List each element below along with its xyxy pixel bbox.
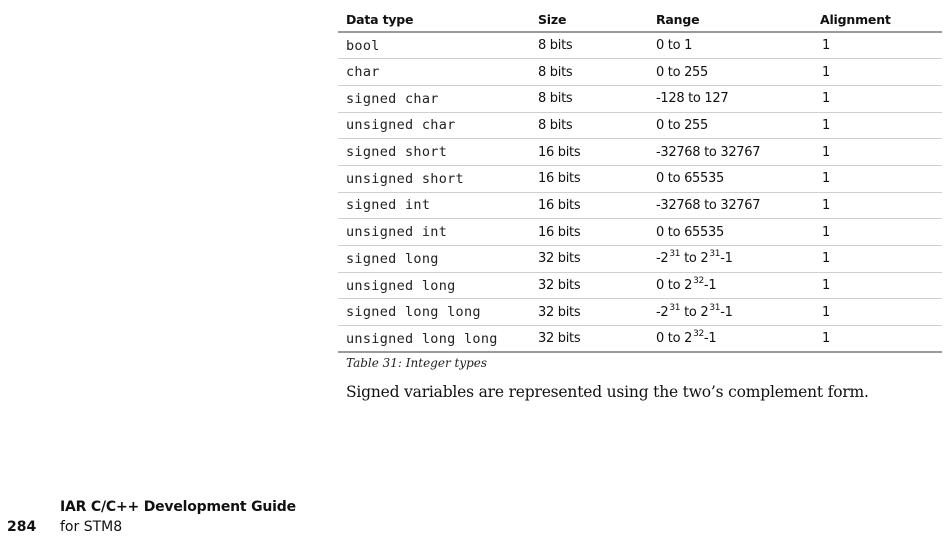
range-exponent: 32 bbox=[693, 276, 704, 287]
cell-size: 32 bits bbox=[538, 251, 581, 267]
header-range: Range bbox=[656, 11, 700, 27]
table-row bbox=[338, 112, 942, 139]
cell-range: 0 to 1 bbox=[656, 38, 693, 54]
cell-alignment: 1 bbox=[822, 197, 830, 213]
cell-range bbox=[648, 299, 812, 326]
range-exponent: 31 bbox=[709, 302, 721, 313]
range-part: -2 bbox=[656, 251, 669, 267]
cell-data-type: unsigned int bbox=[346, 224, 448, 241]
table-header-row bbox=[338, 7, 942, 32]
cell-data-type: unsigned char bbox=[346, 117, 456, 134]
cell-range: 0 to 65535 bbox=[656, 224, 724, 240]
cell-alignment: 1 bbox=[822, 171, 830, 187]
cell-size: 16 bits bbox=[538, 197, 581, 213]
cell-size: 16 bits bbox=[538, 144, 581, 160]
range-exponent: 31 bbox=[669, 249, 681, 260]
range-part: -1 bbox=[703, 331, 717, 347]
range-exponent: 32 bbox=[693, 329, 704, 340]
table-row bbox=[338, 32, 942, 59]
table-row bbox=[338, 219, 942, 246]
range-part: 0 to 2 bbox=[656, 278, 693, 294]
table-caption: Table 31: Integer types bbox=[346, 356, 488, 370]
cell-range: 0 to 255 bbox=[656, 117, 708, 133]
range-part: 0 to 2 bbox=[656, 331, 693, 347]
footer-book-subtitle: for STM8 bbox=[60, 519, 123, 535]
cell-size: 8 bits bbox=[538, 64, 573, 80]
range-exponent: 31 bbox=[669, 302, 681, 313]
table-row bbox=[338, 326, 942, 353]
cell-data-type: signed long long bbox=[346, 304, 481, 321]
footer-page-number: 284 bbox=[7, 519, 37, 535]
cell-size: 16 bits bbox=[538, 171, 581, 187]
cell-size: 32 bits bbox=[538, 331, 581, 347]
cell-size: 8 bits bbox=[538, 117, 573, 133]
cell-size: 32 bits bbox=[538, 304, 581, 320]
cell-range: -32768 to 32767 bbox=[656, 144, 761, 160]
cell-alignment: 1 bbox=[822, 251, 830, 267]
range-part: -2 bbox=[656, 304, 669, 320]
table-row bbox=[338, 299, 942, 326]
cell-size: 8 bits bbox=[538, 38, 573, 54]
cell-alignment: 1 bbox=[822, 278, 830, 294]
cell-range: -128 to 127 bbox=[656, 91, 729, 107]
cell-data-type: unsigned short bbox=[346, 170, 464, 187]
range-exponent: 31 bbox=[709, 249, 721, 260]
range-part: -1 bbox=[703, 278, 717, 294]
range-part: -1 bbox=[720, 251, 733, 267]
cell-data-type: unsigned long long bbox=[346, 330, 498, 347]
table-row bbox=[338, 246, 942, 273]
table-row bbox=[338, 165, 942, 192]
table-row bbox=[338, 139, 942, 166]
table-row bbox=[338, 59, 942, 86]
table-row bbox=[338, 85, 942, 112]
cell-range: 0 to 65535 bbox=[656, 171, 724, 187]
cell-data-type: signed char bbox=[346, 90, 439, 107]
cell-range: 0 to 255 bbox=[656, 64, 708, 80]
integer-types-table-container bbox=[338, 7, 942, 353]
cell-range bbox=[648, 246, 812, 273]
cell-data-type: signed int bbox=[346, 197, 431, 214]
header-size: Size bbox=[538, 11, 567, 27]
cell-data-type: bool bbox=[346, 37, 380, 54]
cell-data-type: char bbox=[346, 64, 380, 81]
cell-alignment: 1 bbox=[822, 38, 830, 54]
header-data-type: Data type bbox=[346, 11, 414, 27]
cell-size: 16 bits bbox=[538, 224, 581, 240]
cell-range bbox=[648, 326, 812, 353]
integer-types-table bbox=[338, 7, 942, 353]
footer-book-title: IAR C/C++ Development Guide bbox=[60, 499, 296, 515]
cell-alignment: 1 bbox=[822, 331, 830, 347]
cell-size: 32 bits bbox=[538, 278, 581, 294]
table-row bbox=[338, 272, 942, 299]
cell-alignment: 1 bbox=[822, 304, 830, 320]
cell-data-type: signed long bbox=[346, 250, 439, 267]
range-part: to 2 bbox=[680, 304, 709, 320]
cell-range bbox=[648, 272, 812, 299]
cell-range: -32768 to 32767 bbox=[656, 197, 761, 213]
table-row bbox=[338, 192, 942, 219]
cell-alignment: 1 bbox=[822, 91, 830, 107]
cell-data-type: signed short bbox=[346, 144, 448, 161]
cell-alignment: 1 bbox=[822, 117, 830, 133]
cell-alignment: 1 bbox=[822, 64, 830, 80]
cell-size: 8 bits bbox=[538, 91, 573, 107]
range-part: to 2 bbox=[680, 251, 709, 267]
cell-alignment: 1 bbox=[822, 224, 830, 240]
range-part: -1 bbox=[720, 304, 733, 320]
header-alignment: Alignment bbox=[820, 11, 891, 27]
cell-alignment: 1 bbox=[822, 144, 830, 160]
cell-data-type: unsigned long bbox=[346, 277, 456, 294]
body-paragraph: Signed variables are represented using the two’s complement form. bbox=[346, 383, 869, 401]
